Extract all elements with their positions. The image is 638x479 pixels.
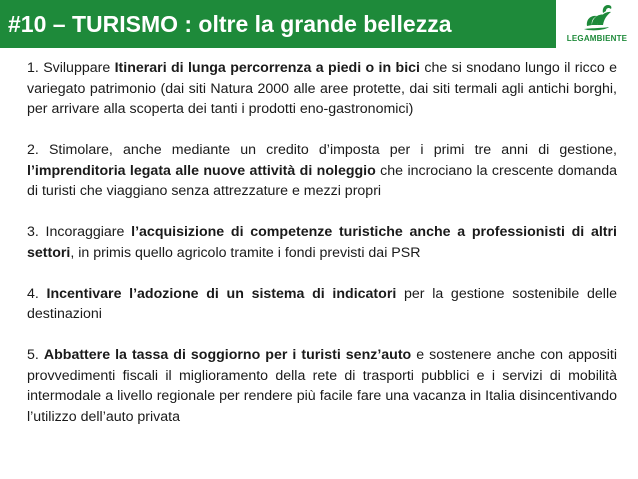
list-item bbox=[27, 58, 617, 120]
item-text: che si snodano lungo il ricco e variegato patrimonio (dai siti Natura 2000 alle aree protette, dai siti termali agli antichi borghi, per arrivare alla scoperta dei tanti i prodotti eno-gastronomici) bbox=[27, 60, 617, 117]
list-item bbox=[27, 345, 617, 427]
item-text: che incrociano la crescente domanda di turisti che viaggiano senza attrezzature e mezzi propri bbox=[27, 162, 617, 199]
legambiente-logo bbox=[556, 0, 638, 48]
item-text: , in primis quello agricolo tramite i fondi previsti dai PSR bbox=[70, 244, 421, 261]
item-prefix: 4. bbox=[27, 285, 47, 302]
slide-title: #10 – TURISMO : oltre la grande bellezza bbox=[8, 11, 452, 37]
list-item bbox=[27, 222, 617, 263]
item-highlight: Itinerari di lunga percorrenza a piedi o in bici bbox=[114, 60, 420, 76]
list-item bbox=[27, 140, 617, 202]
item-highlight: Abbattere la tassa di soggiorno per i turisti senz’auto bbox=[43, 347, 412, 363]
item-prefix: 3. Incoraggiare bbox=[27, 224, 132, 240]
content-body bbox=[27, 58, 617, 448]
item-prefix: 2. Stimolare, anche mediante un credito d’imposta per i primi tre anni di gestione, bbox=[27, 142, 617, 158]
title-bar bbox=[0, 0, 638, 48]
item-text: e sostenere anche con appositi provvedimenti fiscali il miglioramento della rete di trasporti pubblici e i servizi di mobilità intermodale a livello regionale per rendere più facile fare una vacanza in Italia disincentivando l’utilizzo dell’auto privata bbox=[27, 347, 617, 425]
logo-text: LEGAMBIENTE bbox=[566, 34, 628, 43]
item-highlight: l’imprenditoria legata alle nuove attività di noleggio bbox=[27, 162, 376, 179]
item-highlight: l’acquisizione di competenze turistiche anche a professionisti di altri settori bbox=[27, 224, 617, 261]
item-prefix: 5. bbox=[27, 347, 44, 363]
list-item bbox=[27, 284, 617, 325]
swan-logo-icon bbox=[578, 3, 616, 33]
item-prefix: 1. Sviluppare bbox=[27, 60, 115, 76]
item-highlight: Incentivare l’adozione di un sistema di indicatori bbox=[46, 285, 397, 302]
item-text: per la gestione sostenibile delle destinazioni bbox=[27, 285, 617, 322]
